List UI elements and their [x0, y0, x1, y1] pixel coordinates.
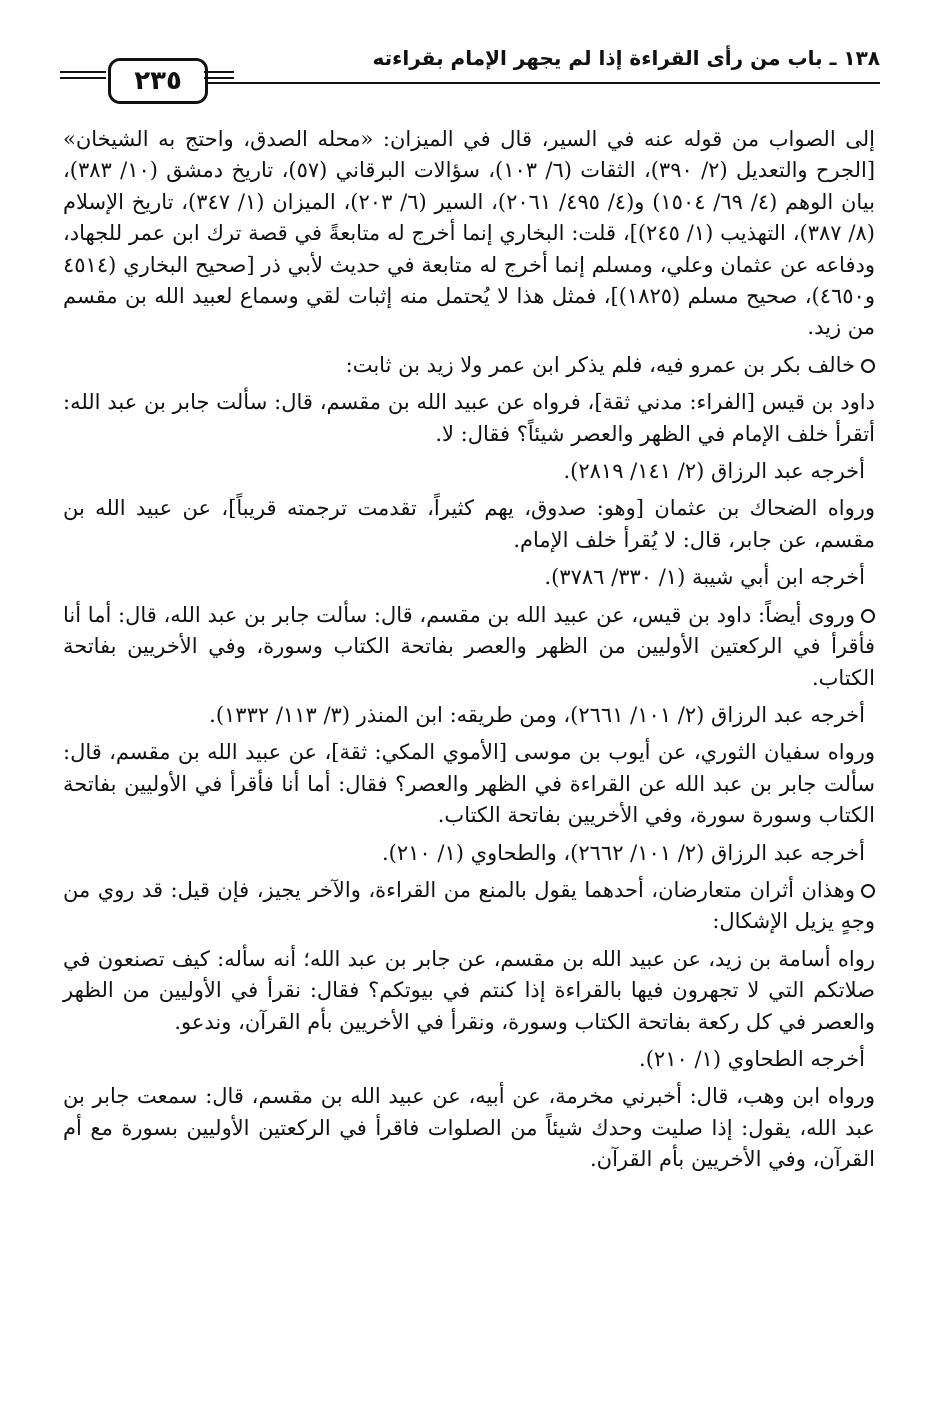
left-ornament-lines: [60, 71, 106, 85]
citation: أخرجه ابن أبي شيبة (١/ ٣٣٠/ ٣٧٨٦).: [544, 565, 865, 590]
circle-bullet-icon: [861, 609, 875, 623]
header-rule: [195, 82, 880, 84]
paragraph: داود بن قيس [الفراء: مدني ثقة]، فرواه عن عبيد الله بن مقسم، قال: سألت جابر بن عبد الله: أتقرأ خلف الإمام في الظهر والعصر شيئاً؟ فقال: لا.: [63, 390, 875, 446]
citation: أخرجه الطحاوي (١/ ٢١٠).: [639, 1046, 865, 1071]
circle-bullet-icon: [861, 359, 875, 373]
paragraph: ورواه الضحاك بن عثمان [وهو: صدوق، يهم كثيراً، تقدمت ترجمته قريباً]، عن عبيد الله بن مقسم، عن جابر، قال: لا يُقرأ خلف الإمام.: [63, 496, 875, 552]
bullet-paragraph: [63, 600, 875, 694]
page-body: [63, 124, 875, 1182]
chapter-title: ١٣٨ ـ باب من رأى القراءة إذا لم يجهر الإمام بقراءته: [372, 46, 880, 70]
paragraph: رواه أسامة بن زيد، عن عبيد الله بن مقسم، عن جابر بن عبد الله؛ أنه سأله: كيف تصنعون في صلاتكم التي لا تجهرون فيها بالقراءة إذا كنتم في بيوتكم؟ فقال: نقرأ في الأوليين من الظهر والعصر في كل ركعة بفاتحة الكتاب وسورة، ونقرأ في الأخريين بأم القرآن، وندعو.: [63, 946, 875, 1034]
citation: أخرجه عبد الرزاق (٢/ ١٠١/ ٢٦٦١)، ومن طريقه: ابن المنذر (٣/ ١١٣/ ١٣٣٢).: [209, 702, 865, 727]
bullet-paragraph: [63, 875, 875, 938]
citation: أخرجه عبد الرزاق (٢/ ١٤١/ ٢٨١٩).: [563, 459, 865, 484]
paragraph: ورواه ابن وهب، قال: أخبرني مخرمة، عن أبيه، عن عبيد الله بن مقسم، قال: سمعت جابر بن عبد الله، يقول: إذا صليت وحدك شيئاً من الصلوات فاقرأ في الركعتين الأوليين بسورة مع أم القرآن، وفي الأخريين بأم القرآن.: [63, 1084, 875, 1172]
circle-bullet-icon: [861, 884, 875, 898]
paragraph: ورواه سفيان الثوري، عن أيوب بن موسى [الأموي المكي: ثقة]، عن عبيد الله بن مقسم، قال: سألت جابر بن عبد الله عن القراءة في الظهر والعصر؟ فقال: أما أنا فأقرأ في الأوليين بفاتحة الكتاب وسورة سورة، وفي الأخريين بفاتحة الكتاب.: [63, 740, 875, 828]
paragraph-text: خالف بكر بن عمرو فيه، فلم يذكر ابن عمر ولا زيد بن ثابت:: [345, 352, 855, 377]
paragraph-text: وهذان أثران متعارضان، أحدهما يقول بالمنع من القراءة، والآخر يجيز، فإن قيل: قد روي من وجهٍ يزيل الإشكال:: [63, 877, 875, 934]
citation: أخرجه عبد الرزاق (٢/ ١٠١/ ٢٦٦٢)، والطحاوي (١/ ٢١٠).: [381, 840, 865, 865]
right-ornament-lines: [204, 71, 234, 85]
paragraph-text: وروى أيضاً: داود بن قيس، عن عبيد الله بن مقسم، قال: سألت جابر بن عبد الله، قال: أما أنا فأقرأ في الركعتين الأوليين من الظهر والعصر بفاتحة الكتاب وسورة، وفي الأخريين بفاتحة الكتاب.: [63, 602, 875, 690]
page-number: ٢٣٥: [134, 66, 182, 96]
page-header: [60, 38, 880, 108]
bullet-paragraph: [63, 350, 875, 381]
paragraph: إلى الصواب من قوله عنه في السير، قال في الميزان: «محله الصدق، واحتج به الشيخان» [الجرح والتعديل (٢/ ٣٩٠)، الثقات (٦/ ١٠٣)، سؤالات البرقاني (٥٧)، تاريخ دمشق (١٠/ ٣٨٣)، بيان الوهم (٤/ ٦٩/ ١٥٠٤) و(٤/ ٤٩٥/ ٢٠٦١)، السير (٦/ ٢٠٣)، الميزان (١/ ٣٤٧)، تاريخ الإسلام (٨/ ٣٨٧)، التهذيب (١/ ٢٤٥)]، قلت: البخاري إنما أخرج له متابعةً في قصة ترك ابن عمر للجهاد، ودفاعه عن عثمان وعلي، ومسلم إنما أخرج له متابعة في حديث لأبي ذر [صحيح البخاري (٤٥١٤ و٤٦٥٠)، صحيح مسلم (١٨٢٥)]، فمثل هذا لا يُحتمل منه إثبات لقي وسماع لعبيد الله بن مقسم من زيد.: [63, 127, 876, 340]
page-number-badge: [108, 58, 208, 104]
